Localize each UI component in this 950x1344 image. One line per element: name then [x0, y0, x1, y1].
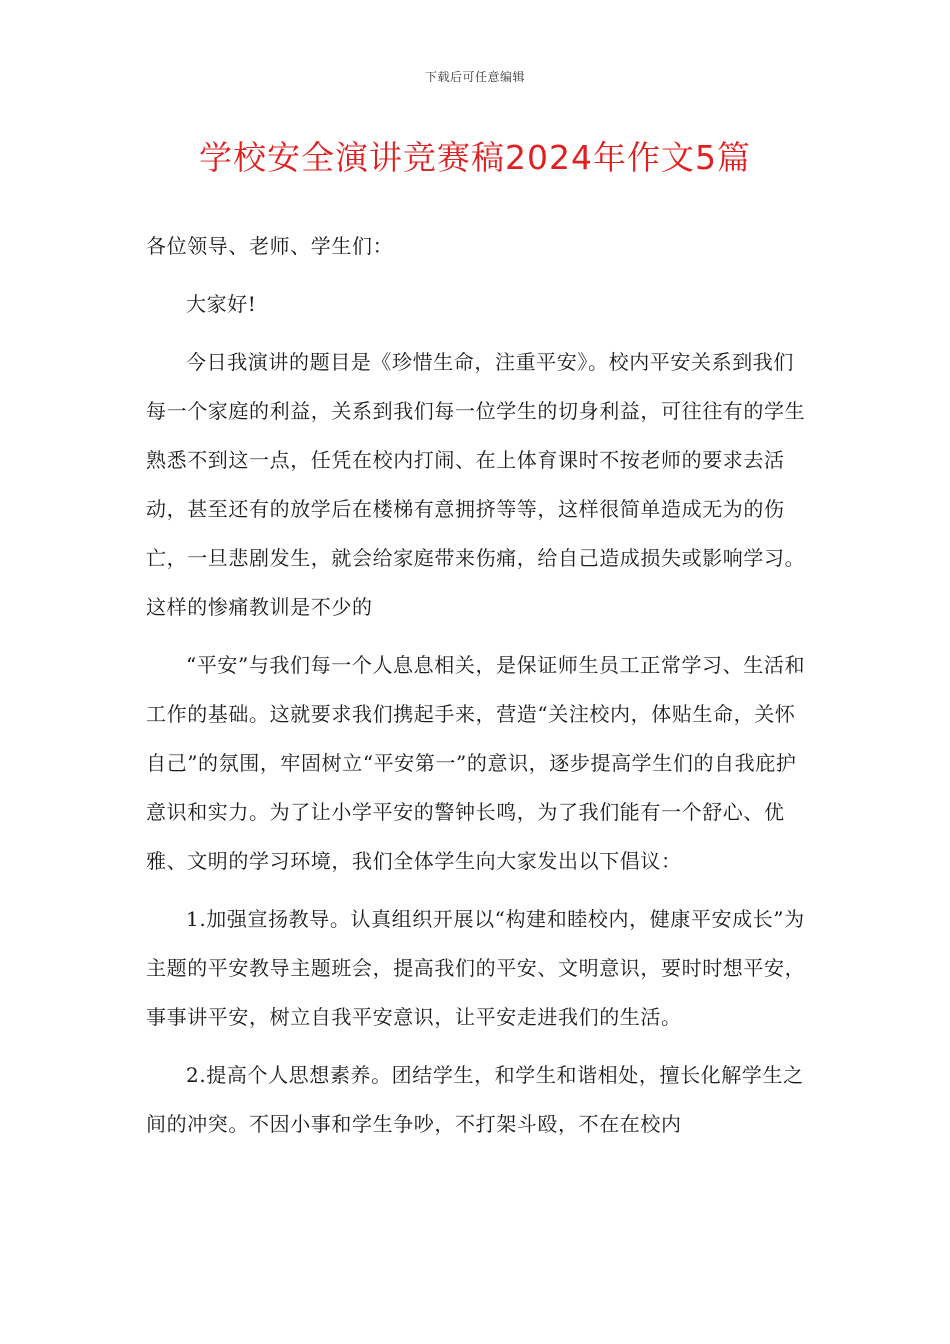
body-paragraph: 今日我演讲的题目是《珍惜生命，注重平安》。校内平安关系到我们每一个家庭的利益，关系到我们每一位学生的切身利益，可往往有的学生熟悉不到这一点，任凭在校内打闹、在上体育课时不按老师的要求去活动，甚至还有的放学后在楼梯有意拥挤等等，这样很简单造成无为的伤亡，一旦悲剧发生，就会给家庭带来伤痛，给自己造成损失或影响学习。这样的惨痛教训是不少的: [146, 350, 806, 619]
body-paragraph: 1.加强宣扬教导。认真组织开展以“构建和睦校内，健康平安成长”为主题的平安教导主题班会，提高我们的平安、文明意识，要时时想平安，事事讲平安，树立自我平安意识，让平安走进我们的生活。: [146, 907, 806, 1029]
document-body: [146, 222, 808, 1158]
body-paragraph: “平安”与我们每一个人息息相关，是保证师生员工正常学习、生活和工作的基础。这就要求我们携起手来，营造“关注校内，体贴生命，关怀自己”的氛围，牢固树立“平安第一”的意识，逐步提高学生们的自我庇护意识和实力。为了让小学平安的警钟长鸣，为了我们能有一个舒心、优雅、文明的学习环境，我们全体学生向大家发出以下倡议：: [146, 653, 806, 873]
salutation-paragraph: 大家好!: [186, 292, 257, 316]
greeting-paragraph: 各位领导、老师、学生们：: [146, 234, 394, 258]
document-title: 学校安全演讲竞赛稿2024年作文5篇: [199, 138, 751, 177]
body-paragraph: 2.提高个人思想素养。团结学生，和学生和谐相处，擅长化解学生之间的冲突。不因小事和学生争吵，不打架斗殴，不在在校内: [146, 1063, 804, 1136]
header-note: 下载后可任意编辑: [424, 70, 525, 84]
